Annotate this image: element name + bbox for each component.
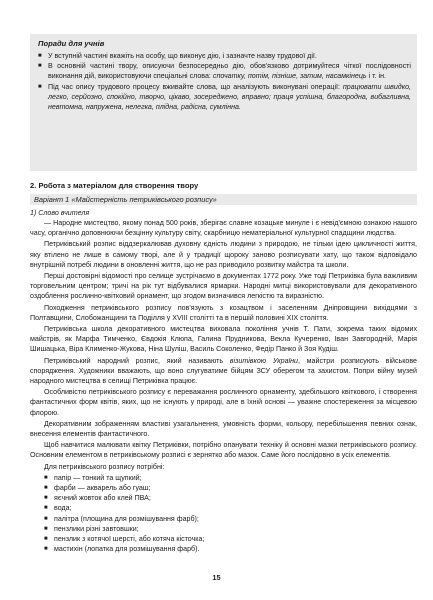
tip-item: ■ У вступній частині вкажіть на особу, що виконує дію, і зазначте назву трудової дії. [38,51,411,61]
paragraph: Походження петриківського розпису пов'язують з козацтвом і заселенням Дніпровщини вихідцями з Полтавщини, Слобожанщини та Поділля у XVIII столітті та в першій половині XIX століття. [30,303,417,322]
materials-item: ■ пензлик з котячої шерсті, або котяча кісточка; [44,534,417,544]
paragraph: Петриківська школа декоративного мистецтва виховала покоління учнів Т. Пати, зокрема таких відомих майстрів, як Марфа Тимченко, Євдокія Клюпа, Галина Прудникова, Векла Кучеренко, Іван Завгородній, Марія Шишацька, Віра Клименко-Жукова, Ніна Шуліш, Василь Соколенко, Федір Панко й Зоя Кудіш. [30,325,417,354]
materials-item: ■ папір — тонкий та щупкий; [44,473,417,483]
paragraph: Перші достовірні відомості про селище зустрічаємо в документах 1772 року. Уже тоді Петриківка була важливим торговельним центром; тричі на рік тут відбувалися ярмарки. Народні митці використовували для декоративного оздоблення рослинно-квітковий орнамент, що згодом визначився легкістю та виразністю. [30,272,417,301]
materials-item: ■ палітра (площина для розмішування фарб); [44,514,417,524]
paragraph: Петриківський народний розпис, який називають візитівкою України, майстри розписують військове спорядження. Художники вважають, що воно слугуватиме бійцям ЗСУ оберегом та захистом. Попри війну музей народного мистецтва в селищі Петриківка працює. [30,356,417,386]
tip-item: ■ В основній частині твору, описуючи безпосередньо дію, обов'язково дотримуйтеся чіткої послідовності виконання дій, використовуючи спеціальні слова: спочатку, потім, пізніше, затим, насамкінець і т. ін. [38,61,411,81]
paragraph: Щоб навчитися малювати квітку Петриківки, потрібно опанувати техніку й основні мазки петриківського розпису. Основним елементом в петриківському розписі є зернятко або мазок. Саме його послідовно в усіх елементів. [30,441,417,460]
materials-item: ■ мастихін (лопатка для розмішування фарб). [44,544,417,554]
tips-list [38,51,411,112]
page-number: 15 [212,573,221,582]
materials-item: ■ пензлики різні завтовшки; [44,524,417,534]
subheading: 1) Слово вчителя [30,209,90,217]
paragraph: Декоративним зображенням властиві узагальнення, умовність форми, кольору, перебільшення певних ознак, внесення елементів фантастичного. [30,419,417,439]
paragraph: — Народне мистецтво, якому понад 500 років, зберігає славне козацьке минуле і є невід'ємною ознакою нашого часу, органічно доповнюючи безцінну культуру світу, скарбницю нематеріальної культурної спадщини людства. [30,219,417,238]
paragraph: Для петриківського розпису потрібні: [44,462,165,471]
tips-title: Поради для учнів [38,39,105,48]
materials-item: ■ вода; [44,503,417,513]
section-heading: 2. Робота з матеріалом для створення твору [30,181,199,190]
materials-item: ■ яєчний жовток або клей ПВА; [44,493,417,503]
main-content [30,180,417,555]
variant-heading: Варіант 1 «Майстерність петриківського розпису» [30,194,417,205]
paragraph: Особливістю петриківського розпису є переважання рослинного орнаменту, здебільшого квіткового, і створення фантастичних форм квітів, яких, що не існують у природі, але в їхній основі — уважне спостереження за місцевою флорою. [30,388,417,417]
tip-item: ■ Під час опису трудового процесу вживайте слова, що аналізують виконувані операції: працювати швидко, легко, серйозно, спокійно, творчо, цікаво, зосереджено, вправно; праця успішна, благородна, вибагливна, невтомна, напружена, нелегка, плідна, радісна, сумлінна. [38,82,411,113]
paragraph: Петриківський розпис віддзеркалював духовну єдність людини з природою, не тільки ідею цикличності життя, яку втілено не лише в самому творі, але й у традиції щороку заново розписувати хату, що також відповідало внутрішній потребі людини в оновленні життя, що не раз приводило розвитку майстра та школи. [30,240,417,269]
materials-list [30,473,417,555]
materials-item: ■ фарби — акварель або гуаш; [44,483,417,493]
tips-box [30,34,417,171]
